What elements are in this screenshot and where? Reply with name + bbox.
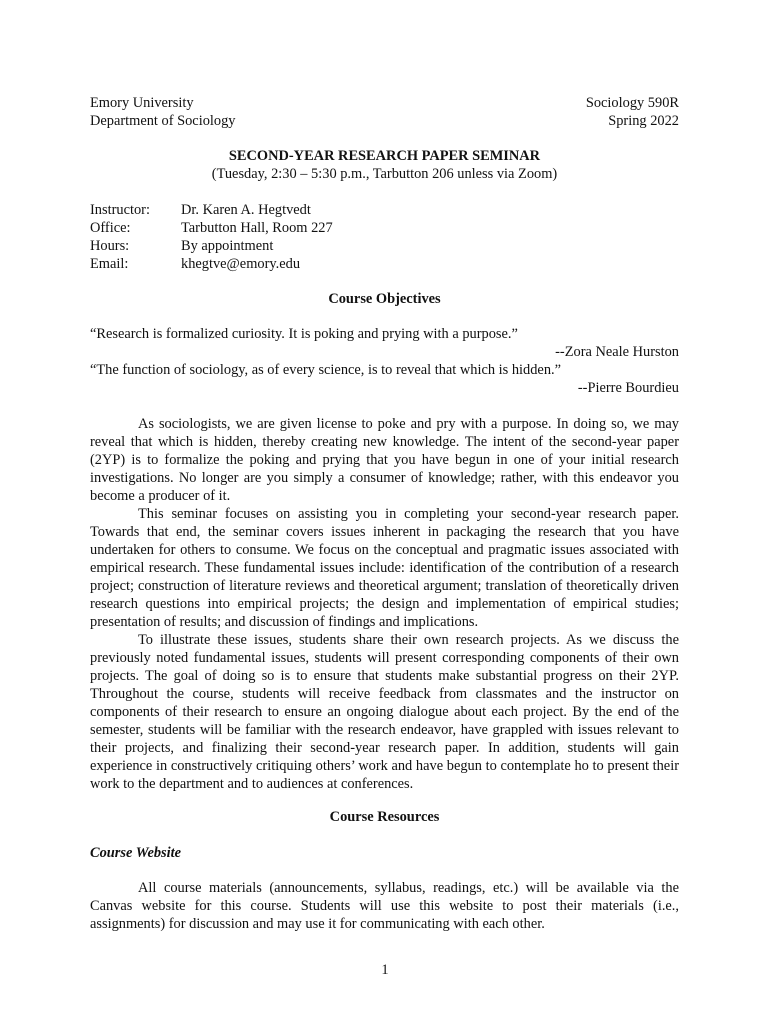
resources-heading: Course Resources <box>329 809 440 825</box>
quote-text: “Research is formalized curiosity. It is poking and prying with a purpose.” <box>90 326 518 342</box>
instructor-row <box>90 201 679 219</box>
quotes-block <box>90 325 679 397</box>
office-row <box>90 219 679 237</box>
page-number: 1 <box>381 962 389 978</box>
institution-block <box>90 94 235 130</box>
quote-author: --Pierre Bourdieu <box>577 380 679 396</box>
quote-text: “The function of sociology, as of every science, is to reveal that which is hidden.” <box>90 362 562 378</box>
department-name: Department of Sociology <box>90 113 236 129</box>
email-value[interactable]: khegtve@emory.edu <box>181 256 301 272</box>
office-value: Tarbutton Hall, Room 227 <box>181 220 333 236</box>
email-label: Email: <box>90 256 129 272</box>
page-subtitle: (Tuesday, 2:30 – 5:30 p.m., Tarbutton 206 unless via Zoom) <box>211 166 558 182</box>
term: Spring 2022 <box>608 113 679 129</box>
page-title: SECOND-YEAR RESEARCH PAPER SEMINAR <box>228 148 541 164</box>
course-block <box>586 94 679 130</box>
email-row <box>90 255 679 273</box>
university-name: Emory University <box>90 95 194 111</box>
objectives-paragraph: As sociologists, we are given license to poke and pry with a purpose. In doing so, we may reveal that which is hidden, thereby creating new knowledge. The intent of the second-year paper (2YP) is to formalize the poking and prying that you have begun in one of your initial research investigations. No longer are you simply a consumer of knowledge; rather, with this endeavor you become a producer of it. <box>90 416 679 504</box>
instructor-info <box>90 201 679 273</box>
instructor-label: Instructor: <box>90 202 150 218</box>
website-heading: Course Website <box>90 845 182 861</box>
website-body <box>90 879 679 933</box>
quote-author: --Zora Neale Hurston <box>555 344 679 360</box>
course-code: Sociology 590R <box>585 95 679 111</box>
hours-value: By appointment <box>181 238 274 254</box>
objectives-heading: Course Objectives <box>328 291 441 307</box>
hours-row <box>90 237 679 255</box>
website-paragraph: All course materials (announcements, syllabus, readings, etc.) will be available via the Canvas website for this course. Students will use this website to post their materials (i.e., assignments) for discussion and may use it for communicating with each other. <box>90 880 679 932</box>
objectives-paragraph: To illustrate these issues, students share their own research projects. As we discuss the previously noted fundamental issues, students will present corresponding components of their own projects. The goal of doing so is to ensure that students make substantial progress on their 2YP. Throughout the course, students will receive feedback from classmates and the instructor on components of their research to ensure an ongoing dialogue about each project. By the end of the semester, students will be familiar with the research endeavor, have grappled with issues relevant to their projects, and finalizing their second-year research paper. In addition, students will gain experience in constructively critiquing others’ work and have begun to contemplate ho to present their work to the department and to audiences at conferences. <box>90 632 679 792</box>
objectives-body <box>90 415 679 793</box>
instructor-value: Dr. Karen A. Hegtvedt <box>181 202 311 218</box>
objectives-paragraph: This seminar focuses on assisting you in completing your second-year research paper. Towards that end, the seminar covers issues inherent in packaging the research that you have undertaken for others to consume. We focus on the conceptual and pragmatic issues associated with empirical research. These fundamental issues include: identification of the contribution of a research project; construction of literature reviews and theoretical argument; translation of theoretically driven research questions into empirical projects; the design and implementation of empirical studies; presentation of results; and discussion of findings and implications. <box>90 506 679 630</box>
office-label: Office: <box>90 220 131 236</box>
hours-label: Hours: <box>90 238 130 254</box>
